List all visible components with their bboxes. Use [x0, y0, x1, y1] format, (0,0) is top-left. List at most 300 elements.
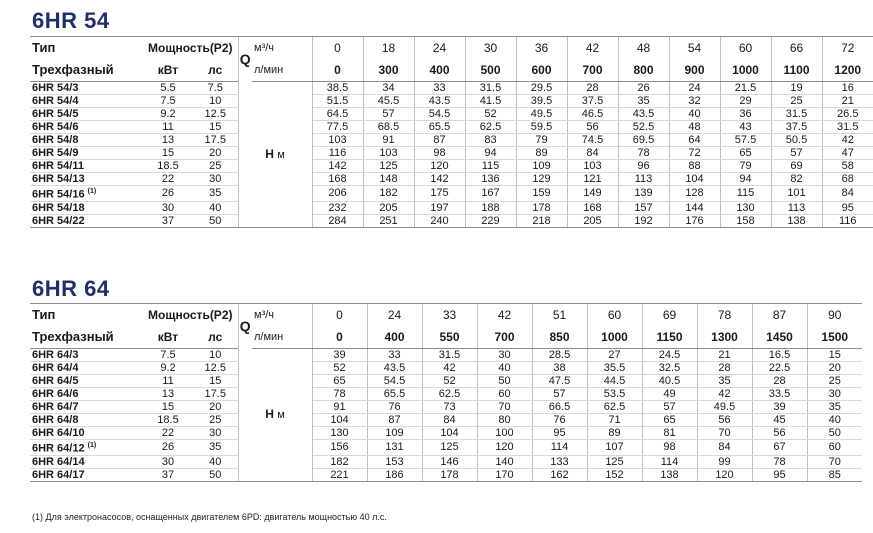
head-cell: 31.5 — [771, 108, 822, 121]
head-cell: 57 — [642, 401, 697, 414]
head-cell: 39 — [312, 349, 367, 362]
model-name: 6HR 54/8 — [32, 134, 79, 146]
q-label: Q — [238, 304, 252, 349]
head-cell: 58 — [822, 160, 873, 173]
head-cell: 78 — [752, 455, 807, 468]
head-cell: 89 — [516, 147, 567, 160]
head-cell: 26 — [618, 82, 669, 95]
kw-cell: 9.2 — [143, 108, 193, 121]
head-cell: 142 — [312, 160, 363, 173]
flow-lmin-cell: 1100 — [771, 59, 822, 82]
phase-label: Трехфазный — [30, 326, 143, 349]
head-cell: 37.5 — [771, 121, 822, 134]
model-name: 6HR 54/9 — [32, 147, 79, 159]
model-name: 6HR 54/3 — [32, 82, 79, 94]
flow-m3h-cell: 90 — [807, 304, 862, 327]
flow-lmin-cell: 1000 — [587, 326, 642, 349]
footnote: (1) Для электронасосов, оснащенных двигателем 6PD: двигатель мощностью 40 л.с. — [32, 512, 387, 522]
flow-m3h-cell: 42 — [567, 37, 618, 60]
head-cell: 15 — [807, 349, 862, 362]
head-cell: 66.5 — [532, 401, 587, 414]
kw-cell: 15 — [143, 147, 193, 160]
model-name: 6HR 64/8 — [32, 414, 79, 426]
model-name: 6HR 64/5 — [32, 375, 79, 387]
flow-m3h-cell: 72 — [822, 37, 873, 60]
model-name: 6HR 64/10 — [32, 427, 85, 439]
flow-m3h-cell: 87 — [752, 304, 807, 327]
head-cell: 26.5 — [822, 108, 873, 121]
head-unit: м — [277, 148, 285, 161]
hp-cell: 7.5 — [193, 82, 238, 95]
head-cell: 240 — [414, 214, 465, 227]
head-cell: 87 — [414, 134, 465, 147]
head-cell: 120 — [477, 440, 532, 456]
hp-cell: 50 — [193, 468, 238, 481]
hp-cell: 15 — [193, 121, 238, 134]
kw-cell: 11 — [143, 121, 193, 134]
head-cell: 62.5 — [587, 401, 642, 414]
head-cell: 115 — [465, 160, 516, 173]
table-row — [30, 362, 862, 375]
head-cell: 205 — [363, 201, 414, 214]
head-cell: 65 — [720, 147, 771, 160]
head-cell: 33 — [414, 82, 465, 95]
head-cell: 82 — [771, 173, 822, 186]
head-cell: 36 — [720, 108, 771, 121]
head-cell: 104 — [312, 414, 367, 427]
flow-lmin-cell: 1500 — [807, 326, 862, 349]
flow-lmin-cell: 1450 — [752, 326, 807, 349]
head-cell: 88 — [669, 160, 720, 173]
head-cell: 103 — [567, 160, 618, 173]
head-cell: 162 — [532, 468, 587, 481]
head-cell: 153 — [367, 455, 422, 468]
head-cell: 20 — [807, 362, 862, 375]
flow-m3h-cell: 48 — [618, 37, 669, 60]
flow-lmin-cell: 1300 — [697, 326, 752, 349]
head-cell: 152 — [587, 468, 642, 481]
head-cell: 77.5 — [312, 121, 363, 134]
head-cell: 70 — [697, 427, 752, 440]
head-cell: 99 — [697, 455, 752, 468]
model-name: 6HR 64/14 — [32, 455, 85, 468]
head-cell: 39 — [752, 401, 807, 414]
head-cell: 95 — [822, 201, 873, 214]
section-title-6hr64: 6HR 64 — [32, 276, 110, 301]
table-row — [30, 440, 862, 456]
model-name: 6HR 64/3 — [32, 349, 79, 361]
flow-lmin-cell: 700 — [477, 326, 532, 349]
head-cell: 284 — [312, 214, 363, 227]
table-row — [30, 173, 873, 186]
hp-cell: 40 — [193, 201, 238, 214]
head-cell: 39.5 — [516, 95, 567, 108]
head-cell: 138 — [771, 214, 822, 227]
table-row — [30, 455, 862, 468]
model-cell — [30, 108, 143, 121]
head-cell: 50 — [807, 427, 862, 440]
head-cell: 71 — [587, 414, 642, 427]
kw-label: кВт — [143, 326, 193, 349]
head-cell: 40.5 — [642, 375, 697, 388]
head-cell: 25 — [807, 375, 862, 388]
head-cell: 51.5 — [312, 95, 363, 108]
table-row — [30, 147, 873, 160]
kw-cell: 22 — [143, 173, 193, 186]
flow-m3h-cell: 69 — [642, 304, 697, 327]
model-cell — [30, 401, 143, 414]
head-cell: 28 — [567, 82, 618, 95]
header-row-m3h — [30, 304, 862, 327]
flow-lmin-cell: 850 — [532, 326, 587, 349]
flow-m3h-cell: 60 — [720, 37, 771, 60]
head-cell: 64.5 — [312, 108, 363, 121]
head-cell: 49 — [642, 388, 697, 401]
unit-lmin: л/мин — [252, 326, 312, 349]
kw-cell: 37 — [143, 468, 193, 481]
head-cell: 69.5 — [618, 134, 669, 147]
head-cell: 42 — [697, 388, 752, 401]
flow-lmin-cell: 400 — [414, 59, 465, 82]
head-cell: 130 — [720, 201, 771, 214]
flow-m3h-cell: 0 — [312, 37, 363, 60]
table-row — [30, 134, 873, 147]
unit-lmin: л/мин — [252, 59, 312, 82]
head-cell: 54.5 — [414, 108, 465, 121]
model-name: 6HR 54/4 — [32, 95, 79, 107]
hp-cell: 40 — [193, 455, 238, 468]
head-cell: 95 — [752, 468, 807, 481]
head-cell: 52 — [465, 108, 516, 121]
unit-m3h: м³/ч — [252, 304, 312, 327]
flow-m3h-cell: 24 — [367, 304, 422, 327]
model-cell — [30, 362, 143, 375]
table-row — [30, 401, 862, 414]
table-row — [30, 427, 862, 440]
performance-table-6hr54 — [30, 36, 873, 228]
head-cell: 133 — [532, 455, 587, 468]
model-cell — [30, 388, 143, 401]
head-cell: 32 — [669, 95, 720, 108]
head-cell: 52 — [422, 375, 477, 388]
flow-lmin-cell: 300 — [363, 59, 414, 82]
head-label — [238, 349, 312, 482]
model-cell — [30, 414, 143, 427]
head-cell: 33.5 — [752, 388, 807, 401]
head-cell: 91 — [312, 401, 367, 414]
head-cell: 94 — [465, 147, 516, 160]
head-cell: 197 — [414, 201, 465, 214]
flow-m3h-cell: 36 — [516, 37, 567, 60]
model-cell — [30, 173, 143, 186]
kw-cell: 11 — [143, 375, 193, 388]
head-cell: 125 — [422, 440, 477, 456]
head-cell: 116 — [822, 214, 873, 227]
head-cell: 218 — [516, 214, 567, 227]
table-row — [30, 121, 873, 134]
table-row — [30, 201, 873, 214]
head-cell: 100 — [477, 427, 532, 440]
table-row — [30, 95, 873, 108]
hp-cell: 17.5 — [193, 134, 238, 147]
flow-m3h-cell: 42 — [477, 304, 532, 327]
hp-cell: 25 — [193, 160, 238, 173]
head-cell: 37.5 — [567, 95, 618, 108]
flow-lmin-cell: 0 — [312, 59, 363, 82]
flow-m3h-cell: 60 — [587, 304, 642, 327]
head-cell: 89 — [587, 427, 642, 440]
head-cell: 27 — [587, 349, 642, 362]
head-cell: 59.5 — [516, 121, 567, 134]
head-cell: 114 — [532, 440, 587, 456]
head-cell: 42 — [822, 134, 873, 147]
hp-cell: 50 — [193, 214, 238, 227]
header-row-lmin — [30, 59, 873, 82]
flow-m3h-cell: 33 — [422, 304, 477, 327]
flow-lmin-cell: 700 — [567, 59, 618, 82]
kw-cell: 37 — [143, 214, 193, 227]
table-row — [30, 375, 862, 388]
type-label: Тип — [30, 37, 143, 60]
head-cell: 84 — [822, 186, 873, 202]
model-cell — [30, 186, 143, 202]
head-cell: 81 — [642, 427, 697, 440]
head-cell: 94 — [720, 173, 771, 186]
head-unit: м — [277, 409, 285, 422]
head-cell: 38.5 — [312, 82, 363, 95]
head-cell: 120 — [697, 468, 752, 481]
head-cell: 229 — [465, 214, 516, 227]
head-cell: 40 — [477, 362, 532, 375]
flow-m3h-cell: 30 — [465, 37, 516, 60]
head-cell: 139 — [618, 186, 669, 202]
power-label: Мощность(P2) — [143, 304, 238, 327]
head-cell: 142 — [414, 173, 465, 186]
head-cell: 40 — [669, 108, 720, 121]
head-cell: 120 — [414, 160, 465, 173]
kw-cell: 9.2 — [143, 362, 193, 375]
head-cell: 130 — [312, 427, 367, 440]
head-cell: 80 — [477, 414, 532, 427]
footnote-marker: (1) — [87, 188, 97, 195]
flow-m3h-cell: 24 — [414, 37, 465, 60]
head-cell: 19 — [771, 82, 822, 95]
flow-lmin-cell: 500 — [465, 59, 516, 82]
head-cell: 125 — [587, 455, 642, 468]
head-cell: 101 — [771, 186, 822, 202]
head-cell: 29.5 — [516, 82, 567, 95]
head-cell: 60 — [477, 388, 532, 401]
flow-m3h-cell: 18 — [363, 37, 414, 60]
model-name: 6HR 54/22 — [32, 214, 85, 227]
head-cell: 109 — [367, 427, 422, 440]
model-cell — [30, 134, 143, 147]
head-cell: 157 — [618, 201, 669, 214]
performance-table-6hr64 — [30, 303, 862, 482]
head-cell: 178 — [516, 201, 567, 214]
head-cell: 31.5 — [822, 121, 873, 134]
head-cell: 186 — [367, 468, 422, 481]
head-cell: 206 — [312, 186, 363, 202]
head-cell: 69 — [771, 160, 822, 173]
head-cell: 47.5 — [532, 375, 587, 388]
kw-cell: 26 — [143, 440, 193, 456]
model-name: 6HR 64/17 — [32, 468, 85, 481]
head-cell: 43.5 — [618, 108, 669, 121]
head-cell: 31.5 — [465, 82, 516, 95]
hp-cell: 10 — [193, 95, 238, 108]
model-name: 6HR 54/18 — [32, 201, 85, 214]
header-row-lmin — [30, 326, 862, 349]
head-cell: 144 — [669, 201, 720, 214]
head-cell: 56 — [697, 414, 752, 427]
head-cell: 125 — [363, 160, 414, 173]
flow-m3h-cell: 54 — [669, 37, 720, 60]
hp-cell: 12.5 — [193, 362, 238, 375]
model-cell — [30, 375, 143, 388]
head-cell: 178 — [422, 468, 477, 481]
head-cell: 84 — [422, 414, 477, 427]
flow-lmin-cell: 1200 — [822, 59, 873, 82]
head-cell: 45.5 — [363, 95, 414, 108]
head-cell: 57.5 — [720, 134, 771, 147]
head-cell: 49.5 — [516, 108, 567, 121]
table-row — [30, 82, 873, 95]
head-cell: 95 — [532, 427, 587, 440]
head-cell: 35.5 — [587, 362, 642, 375]
head-cell: 25 — [771, 95, 822, 108]
head-cell: 70 — [807, 455, 862, 468]
unit-m3h: м³/ч — [252, 37, 312, 60]
head-cell: 72 — [669, 147, 720, 160]
head-cell: 76 — [367, 401, 422, 414]
flow-lmin-cell: 600 — [516, 59, 567, 82]
hp-cell: 17.5 — [193, 388, 238, 401]
head-cell: 53.5 — [587, 388, 642, 401]
head-cell: 34 — [363, 82, 414, 95]
hp-label: лс — [193, 326, 238, 349]
table-row — [30, 349, 862, 362]
head-cell: 68 — [822, 173, 873, 186]
head-cell: 107 — [587, 440, 642, 456]
table-row — [30, 186, 873, 202]
head-cell: 31.5 — [422, 349, 477, 362]
head-cell: 98 — [642, 440, 697, 456]
footnote-marker: (1) — [87, 442, 97, 449]
flow-lmin-cell: 1150 — [642, 326, 697, 349]
head-cell: 156 — [312, 440, 367, 456]
hp-cell: 20 — [193, 147, 238, 160]
head-cell: 57 — [363, 108, 414, 121]
head-cell: 42 — [422, 362, 477, 375]
kw-cell: 7.5 — [143, 349, 193, 362]
head-cell: 16.5 — [752, 349, 807, 362]
head-cell: 175 — [414, 186, 465, 202]
head-cell: 50 — [477, 375, 532, 388]
head-cell: 28.5 — [532, 349, 587, 362]
head-cell: 35 — [697, 375, 752, 388]
table-row — [30, 214, 873, 227]
model-cell — [30, 95, 143, 108]
head-cell: 113 — [771, 201, 822, 214]
head-cell: 79 — [720, 160, 771, 173]
power-label: Мощность(P2) — [143, 37, 238, 60]
head-cell: 54.5 — [367, 375, 422, 388]
kw-cell: 13 — [143, 388, 193, 401]
head-cell: 21 — [822, 95, 873, 108]
model-cell — [30, 201, 143, 214]
head-cell: 84 — [567, 147, 618, 160]
model-cell — [30, 455, 143, 468]
kw-label: кВт — [143, 59, 193, 82]
table-row — [30, 414, 862, 427]
q-label: Q — [238, 37, 252, 82]
kw-cell: 13 — [143, 134, 193, 147]
head-cell: 29 — [720, 95, 771, 108]
head-cell: 96 — [618, 160, 669, 173]
flow-m3h-cell: 0 — [312, 304, 367, 327]
head-cell: 46.5 — [567, 108, 618, 121]
head-cell: 205 — [567, 214, 618, 227]
hp-cell: 30 — [193, 173, 238, 186]
head-cell: 45 — [752, 414, 807, 427]
head-cell: 158 — [720, 214, 771, 227]
head-cell: 43 — [720, 121, 771, 134]
head-cell: 87 — [367, 414, 422, 427]
head-cell: 79 — [516, 134, 567, 147]
head-cell: 56 — [567, 121, 618, 134]
head-cell: 168 — [312, 173, 363, 186]
head-cell: 35 — [618, 95, 669, 108]
model-name: 6HR 54/5 — [32, 108, 79, 120]
head-cell: 129 — [516, 173, 567, 186]
model-name: 6HR 54/11 — [32, 160, 84, 172]
head-cell: 159 — [516, 186, 567, 202]
hp-cell: 30 — [193, 427, 238, 440]
hp-cell: 35 — [193, 440, 238, 456]
head-cell: 91 — [363, 134, 414, 147]
head-cell: 104 — [422, 427, 477, 440]
hp-cell: 20 — [193, 401, 238, 414]
head-cell: 103 — [312, 134, 363, 147]
hp-cell: 25 — [193, 414, 238, 427]
head-cell: 170 — [477, 468, 532, 481]
head-cell: 65.5 — [367, 388, 422, 401]
head-cell: 50.5 — [771, 134, 822, 147]
model-name: 6HR 54/16 — [32, 188, 85, 201]
head-cell: 44.5 — [587, 375, 642, 388]
head-cell: 65 — [642, 414, 697, 427]
head-cell: 68.5 — [363, 121, 414, 134]
head-cell: 116 — [312, 147, 363, 160]
head-symbol: H — [265, 407, 274, 422]
head-cell: 43.5 — [367, 362, 422, 375]
head-cell: 52.5 — [618, 121, 669, 134]
kw-cell: 18.5 — [143, 414, 193, 427]
head-cell: 136 — [465, 173, 516, 186]
head-cell: 32.5 — [642, 362, 697, 375]
head-cell: 188 — [465, 201, 516, 214]
head-cell: 70 — [477, 401, 532, 414]
head-cell: 24 — [669, 82, 720, 95]
model-name: 6HR 64/6 — [32, 388, 79, 400]
head-cell: 28 — [752, 375, 807, 388]
flow-lmin-cell: 1000 — [720, 59, 771, 82]
head-cell: 83 — [465, 134, 516, 147]
flow-lmin-cell: 400 — [367, 326, 422, 349]
model-cell — [30, 440, 143, 456]
head-cell: 138 — [642, 468, 697, 481]
